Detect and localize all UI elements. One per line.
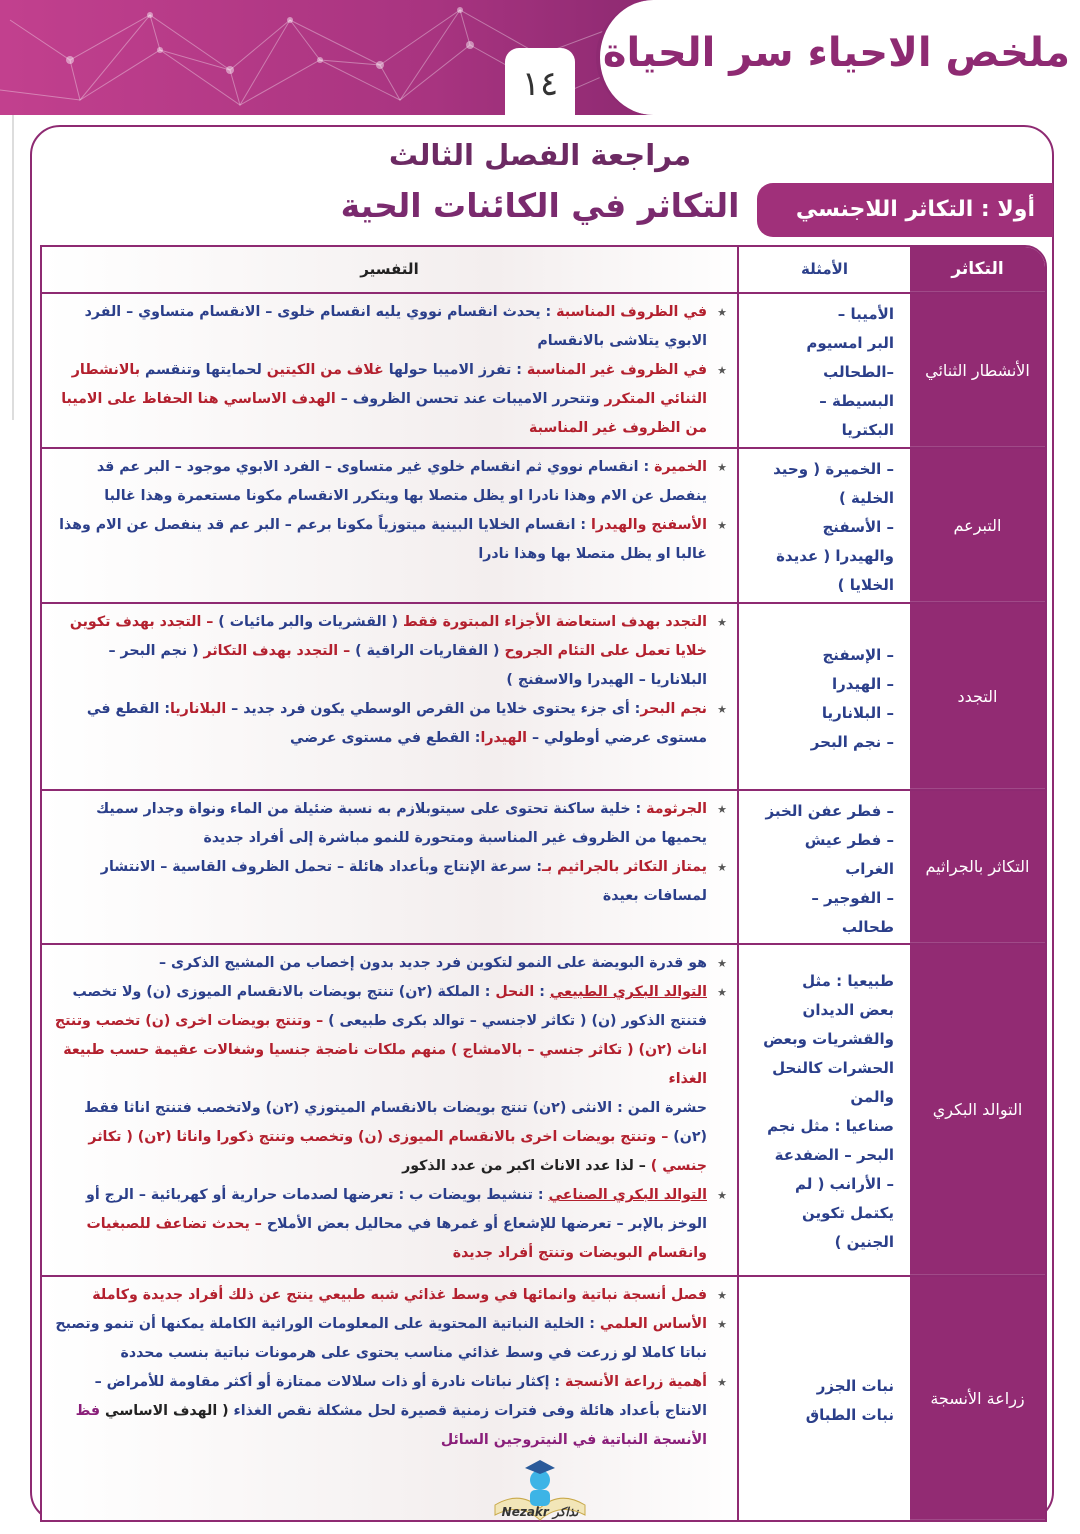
explanation-bullet (50, 1281, 727, 1310)
examples-cell (737, 294, 910, 447)
body-text: هو قدرة البويضة على النمو لتكوين فرد جديد بدون إخصاب من المشيج الذكرى – (158, 955, 707, 971)
body-text: : (534, 984, 550, 1000)
reproduction-type: الأنشطار الثنائي (910, 294, 1045, 447)
explanation-bullet (50, 356, 727, 443)
example-line: – الهيدرا (832, 674, 894, 693)
explanation-bullet (50, 949, 727, 978)
example-line: والمن (850, 1088, 894, 1106)
explanation-bullet (50, 978, 727, 1094)
example-line: الخلايا ) (837, 576, 894, 594)
section-label: أولا : التكاثر اللاجنسي (757, 183, 1053, 237)
explanation-bullet (50, 1094, 707, 1181)
explanation-bullet (50, 795, 727, 853)
body-text: : انقسام نووي ثم انقسام خلوي غير متساوى – الفرد الابوي موجود – البر عم قد ينفصل عن الام وهذا نادرا او يظل متصلا بها ويتكرر الانقسام مكونا مستعمرة وهذا غالبا (96, 459, 707, 504)
example-line: – الإسفنج (822, 645, 894, 664)
examples-cell (737, 791, 910, 943)
highlight-text: البلاناريا (170, 701, 227, 717)
body-text: : القطع في مستوى عرضي أوطولي – (86, 701, 707, 746)
table-header-row (42, 247, 1045, 294)
highlight-text: الهدف الاساسي هنا الحفاظ على الاميبا من الظروف غير المناسبة (61, 391, 707, 436)
example-line: الحشرات كالنحل (772, 1059, 894, 1077)
explanation-bullet (50, 1368, 727, 1455)
body-text: : سرعة الإنتاج وبأعداد هائلة – تحمل الظروف القاسية – الانتشار لمسافات بعيدة (100, 859, 707, 904)
explanation-bullet (50, 298, 727, 356)
example-line: الغراب (845, 859, 894, 878)
explanation-bullet (50, 453, 727, 511)
example-line: – الفوجير – (811, 888, 894, 907)
example-line: صناعيا : مثل نجم (767, 1117, 894, 1135)
table-row (42, 604, 1045, 791)
header-banner (0, 0, 1080, 115)
title-area (596, 0, 1080, 115)
body-text: ( القشريات والبر مائيات ) (213, 614, 403, 630)
body-text: : الخلية النباتية المحتوية على المعلومات الوراثية الكاملة يمكنها أن تنمو وتصبح نباتا كاملا لو زرعت في وسط غذائي مناسب يحتوى على هرمونات نباتية بنسب محددة (55, 1316, 707, 1361)
body-text: : أى جزء يحتوى خلايا من القرص الوسطي يكون فرد جديد – (226, 701, 641, 717)
explanation-cell (42, 1277, 737, 1520)
star-bullet-icon: ★ (717, 364, 727, 377)
body-text: : يحدث انقسام نووي يليه انقسام خلوى – الانقسام متساوي – الفرد الابوي يتلاشى بالانقسام (84, 304, 707, 349)
explanation-bullet (50, 511, 727, 569)
highlight-text: نجم البحر (640, 701, 707, 717)
example-line: البكتريا (841, 421, 894, 439)
highlight-text: – يحدث تضاعف للصبغيات وانقسام البويضات وتنتج أفراد جديدة (86, 1216, 707, 1261)
explanation-cell (42, 791, 737, 943)
example-line: طحالب (841, 917, 894, 936)
body-text: : الملكة (٢ن) تنتج بويضات بالانقسام الميوزى (ن) ولا تخصب فتنتج الذكور (ن) ( تكاثر لاجنسي – توالد بكرى طبيعى ) (72, 984, 707, 1029)
star-bullet-icon: ★ (717, 306, 727, 319)
star-bullet-icon: ★ (717, 957, 727, 970)
body-text: : إكثار نباتات نادرة أو ذات سلالات ممتازة أو أكثر مقاومة للأمراض – الانتاج بأعداد هائلة وفى فترات زمنية قصيرة لحل مشكلة نقص الغذاء (94, 1374, 707, 1419)
explanation-cell (42, 449, 737, 602)
example-line: البحر – الضفدعة (774, 1146, 894, 1164)
watermark-text: Nezakr نذاكر (501, 1505, 579, 1519)
example-line: – الأرانب ( لم (794, 1175, 894, 1193)
example-line: البسيطة – (819, 392, 894, 410)
example-line: البر امسيوم (806, 334, 894, 352)
body-text: : تفرز الاميبا حولها (383, 362, 527, 378)
explanation-bullet (50, 608, 727, 695)
star-bullet-icon: ★ (717, 861, 727, 874)
explanation-bullet (50, 853, 727, 911)
examples-cell (737, 945, 910, 1275)
example-line: والقشريات وبعض (763, 1030, 894, 1048)
body-text: ( الهدف الاساسي (105, 1403, 229, 1419)
reproduction-type: التبرعم (910, 449, 1045, 602)
table-row (42, 449, 1045, 604)
highlight-text: – التجدد بهدف تكوين خلايا تعمل على التئام الجروح (69, 614, 707, 659)
example-line: – نجم البحر (810, 732, 894, 751)
examples-cell (737, 1277, 910, 1520)
star-bullet-icon: ★ (717, 1318, 727, 1331)
star-bullet-icon: ★ (717, 1376, 727, 1389)
body-text: وتتحرر الاميبات عند تحسن الظروف – (335, 391, 605, 407)
table-row (42, 945, 1045, 1277)
highlight-text: التجدد بهدف استعاضة الأجزاء المبتورة فقط (402, 614, 707, 630)
examples-cell (737, 604, 910, 789)
star-bullet-icon: ★ (717, 519, 727, 532)
highlight-text: بالانشطار الثنائي المتكرر (71, 362, 707, 407)
explanation-bullet (50, 1181, 727, 1268)
book-title: ملخص الاحياء سر الحياة (602, 30, 1070, 76)
body-text: ( الفقاريات الراقية ) (350, 643, 505, 659)
highlight-text: فصل أنسجة نباتية وانمائها في وسط غذائي شبه طبيعي ينتج عن ذلك أفراد جديدة وكاملة (92, 1287, 707, 1303)
reproduction-type: التجدد (910, 604, 1045, 789)
example-line: نبات الطباق (805, 1405, 894, 1424)
header-explanation: التفسير (360, 260, 419, 278)
reproduction-type: زراعة الأنسجة (910, 1277, 1045, 1520)
explanation-bullet (50, 695, 727, 753)
body-text: : تنشيط بويضات ب : تعرضها لصدمات حرارية أو كهربائية – الرج أو الوخز بالإبر – تعرضها للإشعاع أو غمرها في محاليل بعض الأملاح (86, 1187, 707, 1232)
highlight-text: الأسفنج والهيدرا (591, 517, 707, 533)
highlight-text: في الظروف غير المناسبة (526, 362, 707, 378)
star-bullet-icon: ★ (717, 803, 727, 816)
star-bullet-icon: ★ (717, 986, 727, 999)
explanation-bullet (50, 1310, 727, 1368)
example-line: نبات الجزر (816, 1376, 894, 1395)
highlight-text: – التجدد بهدف التكاثر (203, 643, 351, 659)
highlight-text: – وتنتج بويضات اخرى بالانقسام الميوزى (ن) وتخصب وتنتج ذكورا واناثا (٢ن) ( تكاثر جنسي ) (88, 1129, 707, 1174)
explanation-cell (42, 945, 737, 1275)
explanation-cell (42, 294, 737, 447)
example-line: طبيعيا : مثل (802, 972, 894, 990)
reproduction-type: التوالد البكري (910, 945, 1045, 1275)
example-line: –الطحالب (823, 363, 894, 381)
explanation-cell (42, 604, 737, 789)
table-row (42, 294, 1045, 449)
body-text: ( نجم البحر – البلاناريا – الهيدرا والاسفنج ) (108, 643, 707, 688)
example-line: الخلية ) (838, 489, 894, 507)
highlight-text: النحل (495, 984, 535, 1000)
example-line: – الخميرة ( وحيد (773, 460, 894, 478)
star-bullet-icon: ★ (717, 703, 727, 716)
highlight-text: يمتاز التكاثر بالجراثيم بـ (542, 859, 707, 875)
table-row (42, 791, 1045, 945)
highlight-text: غلاف من الكيتين (266, 362, 384, 378)
highlight-text: الخميرة (654, 459, 707, 475)
highlight-text: الهيدرا (480, 730, 528, 746)
star-bullet-icon: ★ (717, 461, 727, 474)
highlight-text: التوالد البكري الطبيعي (549, 984, 707, 1000)
body-text: : انقسام الخلايا البينية ميتوزياً مكونا برعم – البر عم قد ينفصل عن الام وهذا غالبا او يظل متصلا بها وهذا نادرا (59, 517, 707, 562)
body-text: فظ الأنسجة النباتية في النيتروجين السائل (75, 1403, 707, 1448)
star-bullet-icon: ★ (717, 1189, 727, 1202)
highlight-text: التوالد البكري الصناعي (548, 1187, 707, 1203)
review-title: مراجعة الفصل الثالث (388, 138, 692, 172)
page-edge (0, 115, 14, 420)
example-line: – فطر عفن الخبز (765, 801, 894, 820)
header-type: التكاثر (910, 247, 1045, 292)
page-number: ١٤ (505, 48, 575, 115)
star-bullet-icon: ★ (717, 616, 727, 629)
body-text: لحمايتها وتنقسم (140, 362, 267, 378)
example-line: – فطر عيش (804, 830, 894, 849)
body-text: : خلية ساكنة تحتوى على سيتوبلازم به نسبة ضئيلة من الماء ونواة وجدار سميك يحميها من الظروف غير المناسبة ومتحورة للنمو مباشرة إلى أفراد جديدة (96, 801, 707, 846)
header-examples: الأمثلة (737, 247, 910, 292)
highlight-text: – وتنتج بويضات اخرى (ن) تخصب وتنتج اناث (٢ن) ( تكاثر جنسي – بالامشاج ) منهم ملكات ناضجة جنسيا وشغالات عقيمة حسب طبيعة الغذاء (54, 1013, 707, 1087)
topic-title: التكاثر في الكائنات الحية (340, 186, 740, 225)
highlight-text: الجرثومة (646, 801, 707, 817)
body-text: – لذا عدد الاناث اكبر من عدد الذكور (402, 1158, 651, 1174)
example-line: – البلاناريا (821, 703, 894, 722)
examples-cell (737, 449, 910, 602)
star-bullet-icon: ★ (717, 1289, 727, 1302)
body-text: حشرة المن : الانثى (٢ن) تنتج بويضات بالانقسام الميتوزي (٢ن) ولاتخصب فتنتج اناثا فقط (٢ن) (84, 1100, 707, 1145)
highlight-text: الأساس العلمي (599, 1316, 707, 1332)
body-text: : القطع في مستوى عرضي (289, 730, 481, 746)
reproduction-type: التكاثر بالجراثيم (910, 791, 1045, 943)
example-line: يكتمل تكوين (801, 1204, 894, 1222)
example-line: والهيدرا ( عديدة (776, 547, 894, 565)
example-line: – الأسفنج (822, 518, 894, 536)
highlight-text: في الظروف المناسبة (556, 304, 707, 320)
example-line: الجنين ) (834, 1233, 894, 1251)
example-line: بعض الديدان (802, 1001, 894, 1019)
example-line: الأميبا – (837, 305, 894, 323)
highlight-text: أهمية زراعة الأنسجة (565, 1374, 707, 1390)
reproduction-table (40, 245, 1047, 1522)
